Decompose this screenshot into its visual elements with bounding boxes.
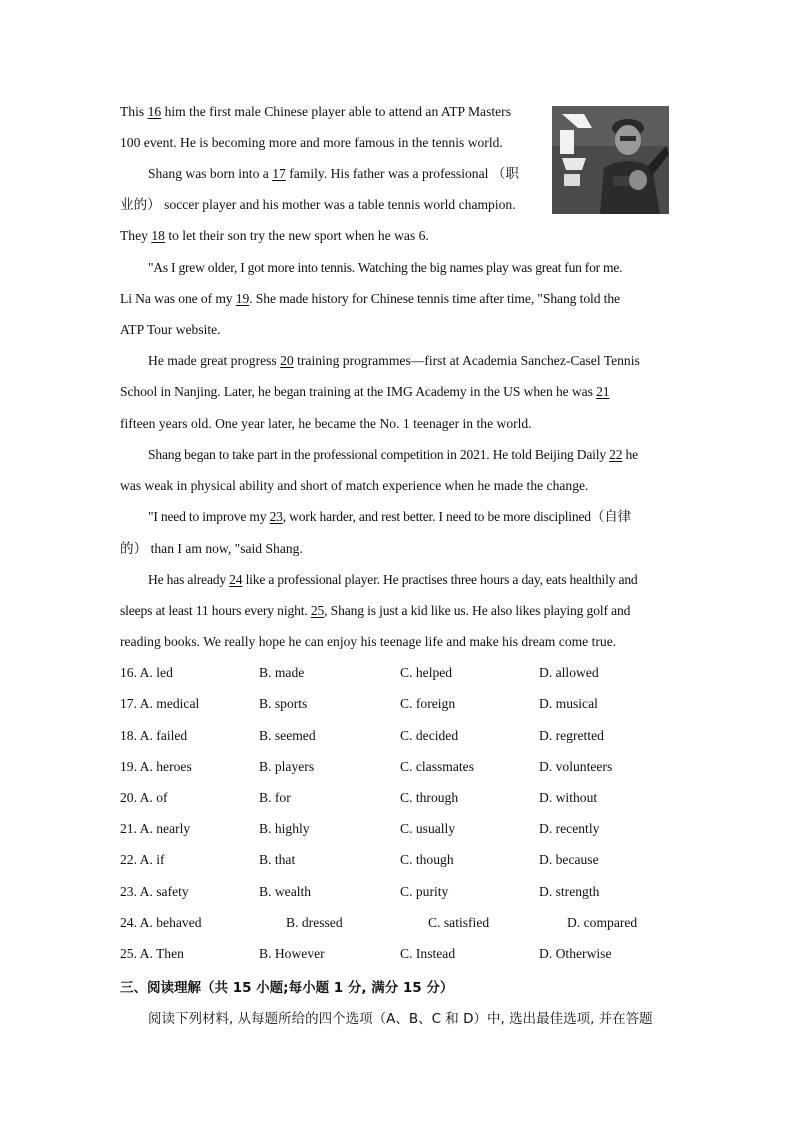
passage-line: He has already 24 like a professional player. He practises three hours a day, eats healthily and [148,572,638,587]
blank-16: 16 [147,104,162,119]
option-d: D. Otherwise [539,946,612,961]
option-c: C. usually [400,821,456,836]
blank-20: 20 [280,353,294,368]
passage-line: fifteen years old. One year later, he became the No. 1 teenager in the world. [120,416,532,431]
option-d: D. strength [539,884,600,899]
player-photo [552,106,669,214]
option-c: C. though [400,852,454,867]
option-b: B. that [259,852,296,867]
question-17-options [120,694,680,714]
option-b: B. seemed [259,728,316,743]
option-a: 23. A. safety [120,884,189,899]
option-c: C. classmates [400,759,474,774]
option-a: 24. A. behaved [120,915,202,930]
option-b: B. wealth [259,884,312,899]
option-b: B. dressed [286,915,343,930]
option-b: B. sports [259,696,308,711]
passage-line: sleeps at least 11 hours every night. 25, Shang is just a kid like us. He also likes playing golf and [120,603,631,618]
blank-19: 19 [235,291,250,306]
option-b: B. However [259,946,325,961]
passage-line: This 16 him the first male Chinese player able to attend an ATP Masters [120,104,511,119]
question-25-options [120,944,680,964]
question-19-options [120,757,680,777]
option-c: C. satisfied [428,915,490,930]
passage-line: He made great progress 20 training programmes—first at Academia Sanchez-Casel Tennis [148,353,640,368]
option-a: 19. A. heroes [120,759,192,774]
option-d: D. compared [567,915,638,930]
option-a: 21. A. nearly [120,821,191,836]
option-d: D. without [539,790,598,805]
option-a: 20. A. of [120,790,168,805]
option-b: B. highly [259,821,310,836]
passage-line: reading books. We really hope he can enjoy his teenage life and make his dream come true. [120,634,617,649]
option-c: C. foreign [400,696,456,711]
passage-line: Shang was born into a 17 family. His father was a professional （职 [148,166,519,181]
blank-17: 17 [272,166,286,181]
option-b: B. made [259,665,305,680]
option-d: D. musical [539,696,598,711]
passage-line: ATP Tour website. [120,322,221,337]
option-c: C. Instead [400,946,456,961]
option-a: 16. A. led [120,665,173,680]
option-c: C. through [400,790,459,805]
question-24-options [120,913,680,933]
question-21-options [120,819,680,839]
section-instruction: 阅读下列材料, 从每题所给的四个选项（A、B、C 和 D）中, 选出最佳选项, 并在答题 [148,1011,653,1027]
question-18-options [120,726,680,746]
blank-25: 25 [310,603,325,618]
passage-line: Shang began to take part in the professional competition in 2021. He told Beijing Daily 22 he [148,447,638,462]
option-d: D. regretted [539,728,604,743]
passage-line: 业的） soccer player and his mother was a table tennis world champion. [120,197,516,212]
option-d: D. allowed [539,665,599,680]
passage-line: 的） than I am now, "said Shang. [120,541,303,556]
passage-line: "I need to improve my 23, work harder, and rest better. I need to be more disciplined（自律 [148,509,632,524]
option-b: B. players [259,759,315,774]
question-20-options [120,788,680,808]
option-d: D. recently [539,821,600,836]
option-d: D. volunteers [539,759,613,774]
passage-line: They 18 to let their son try the new sport when he was 6. [120,228,429,243]
option-d: D. because [539,852,599,867]
blank-22: 22 [609,447,623,462]
passage-line: Li Na was one of my 19. She made history for Chinese tennis time after time, "Shang told the [120,291,620,306]
question-16-options [120,663,680,683]
passage-line: "As I grew older, I got more into tennis. Watching the big names play was great fun for me. [148,260,623,275]
option-a: 17. A. medical [120,696,200,711]
option-b: B. for [259,790,291,805]
question-23-options [120,882,680,902]
player-photo-graphic [552,106,669,214]
option-a: 22. A. if [120,852,165,867]
question-22-options [120,850,680,870]
option-a: 18. A. failed [120,728,188,743]
passage-line: was weak in physical ability and short of match experience when he made the change. [120,478,589,493]
option-c: C. decided [400,728,459,743]
section-title: 三、阅读理解（共 15 小题;每小题 1 分, 满分 15 分） [120,980,454,996]
option-a: 25. A. Then [120,946,184,961]
passage-line: 100 event. He is becoming more and more famous in the tennis world. [120,135,503,150]
blank-18: 18 [151,228,165,243]
blank-23: 23 [269,509,283,524]
option-c: C. purity [400,884,449,899]
passage-line: School in Nanjing. Later, he began training at the IMG Academy in the US when he was 21 [120,384,610,399]
option-c: C. helped [400,665,453,680]
blank-24: 24 [229,572,243,587]
blank-21: 21 [596,384,610,399]
